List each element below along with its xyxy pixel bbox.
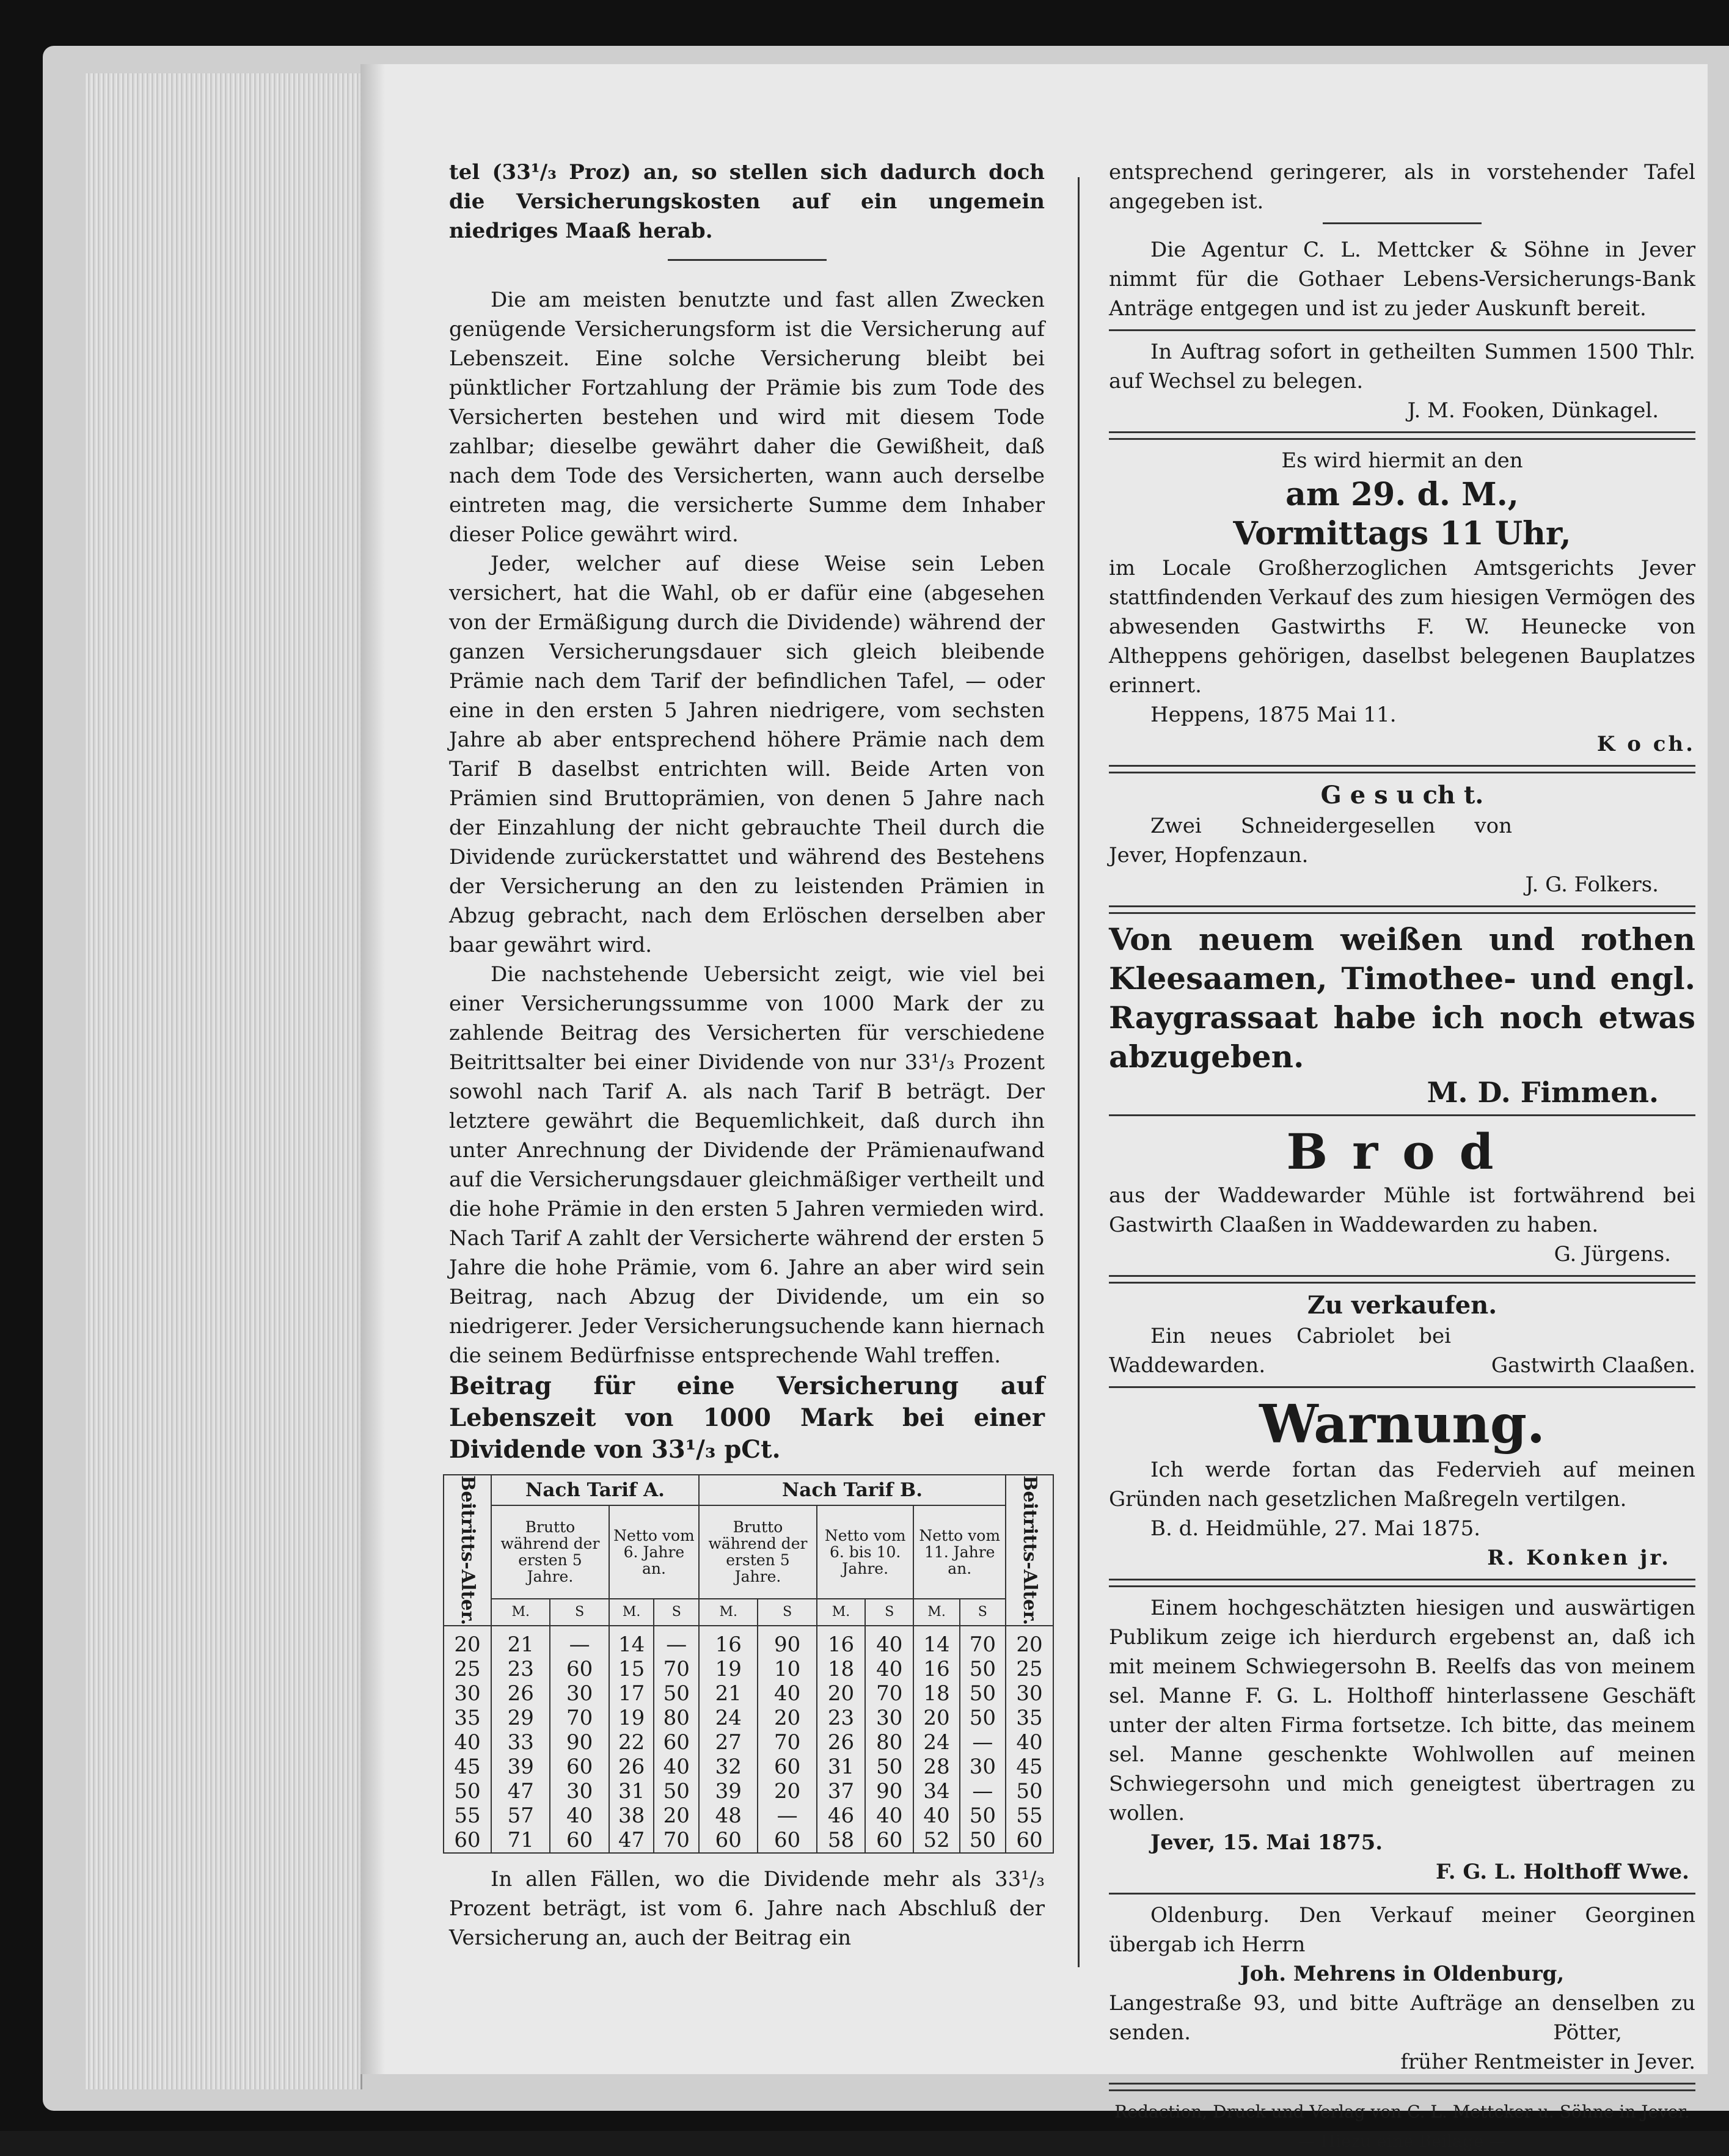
ad-warning-text: Ich werde fortan das Federvieh auf meinen Gründen nach gesetzlichen Maßregeln vertilgen. (1109, 1458, 1695, 1511)
table-row (444, 1755, 1053, 1779)
unit-mark: M. (817, 1599, 865, 1626)
age-cell: 45 (1006, 1755, 1053, 1779)
right-paragraph-0: entsprechend geringerer, als in vorstehender Tafel angegeben ist. (1109, 160, 1695, 214)
value-cell: 60 (758, 1755, 816, 1779)
value-cell: 70 (758, 1730, 816, 1755)
value-cell: 50 (654, 1779, 699, 1803)
unit-mark: M. (491, 1599, 550, 1626)
ad-georgines-signature-1: Pötter, (1553, 2020, 1622, 2045)
ad-business-signature: F. G. L. Holthoff Wwe. (1436, 1860, 1689, 1884)
value-cell: — (550, 1626, 609, 1657)
age-cell: 20 (444, 1626, 491, 1657)
value-cell: 20 (758, 1779, 816, 1803)
value-cell: 60 (699, 1828, 758, 1853)
ad-rule (1109, 329, 1695, 331)
value-cell: 30 (550, 1681, 609, 1706)
value-cell: 70 (550, 1706, 609, 1730)
value-cell: 40 (654, 1755, 699, 1779)
separator (1323, 222, 1482, 224)
left-paragraph-0: tel (33¹/₃ Proz) an, so stellen sich dadurch doch die Versicherungskosten auf ein ungemein niedriges Maaß herab. (449, 160, 1045, 243)
value-cell: 29 (491, 1706, 550, 1730)
value-cell: 50 (865, 1755, 913, 1779)
ad-wanted-title: G e s u ch t. (1320, 781, 1484, 809)
value-cell: 90 (758, 1626, 816, 1657)
unit-schilling: S (865, 1599, 913, 1626)
value-cell: 16 (913, 1657, 959, 1681)
value-cell: 47 (491, 1779, 550, 1803)
value-cell: 24 (699, 1706, 758, 1730)
ad-georgines-name: Joh. Mehrens in Oldenburg, (1240, 1962, 1565, 1986)
ad-georgines-text: Oldenburg. Den Verkauf meiner Georginen übergab ich Herrn (1109, 1903, 1695, 1957)
ad-georgines-text2: Langestraße 93, und bitte Aufträge an denselben zu senden. (1109, 1991, 1695, 2045)
ad-seeds-signature: M. D. Fimmen. (1427, 1076, 1659, 1109)
table-row (444, 1681, 1053, 1706)
value-cell: 50 (654, 1681, 699, 1706)
ad-business-place: Jever, 15. Mai 1875. (1150, 1830, 1383, 1855)
value-cell: 21 (491, 1626, 550, 1657)
value-cell: 90 (550, 1730, 609, 1755)
value-cell: 34 (913, 1779, 959, 1803)
ad-bread-title: Brod (1286, 1123, 1518, 1180)
value-cell: 90 (865, 1779, 913, 1803)
ad-sale-place: Heppens, 1875 Mai 11. (1150, 703, 1397, 727)
ad-georgines-signature-2: früher Rentmeister in Jever. (1400, 2050, 1695, 2074)
ad-rule (1109, 1275, 1695, 1284)
supplement-note: — Hiezu eine Beilage — (1298, 2131, 1507, 2151)
value-cell: 18 (913, 1681, 959, 1706)
value-cell: 40 (758, 1681, 816, 1706)
right-column (1109, 158, 1695, 2156)
value-cell: 80 (654, 1706, 699, 1730)
value-cell: 40 (865, 1803, 913, 1828)
age-cell: 45 (444, 1755, 491, 1779)
column-divider (1078, 177, 1080, 1967)
value-cell: 16 (817, 1626, 865, 1657)
left-paragraph-1: Die am meisten benutzte und fast allen Zwecken genügende Versicherungsform ist die Versicherung auf Lebenszeit. Eine solche Versicherung bleibt bei pünktlicher Fortzahlung der Prämie bis zum Tode des Versicherten bestehen und wird mit diesem Tode zahlbar; dieselbe gewährt daher die Gewißheit, daß nach dem Tode des Versicherten, wann auch derselbe eintreten mag, die versicherte Summe dem Inhaber dieser Police gewährt wird. (449, 288, 1045, 547)
unit-schilling: S (550, 1599, 609, 1626)
ad-warning-signature: R. Konken jr. (1487, 1546, 1671, 1570)
ad-forsale-title: Zu verkaufen. (1307, 1291, 1497, 1320)
table-row (444, 1626, 1053, 1657)
ad-forsale-text: Ein neues Cabriolet bei Waddewarden. (1109, 1324, 1451, 1378)
age-cell: 55 (1006, 1803, 1053, 1828)
sub-b1: Brutto während der ersten 5 Jahre. (699, 1505, 817, 1599)
premium-table (443, 1474, 1054, 1854)
value-cell: 18 (817, 1657, 865, 1681)
value-cell: 40 (865, 1626, 913, 1657)
ad-rule (1109, 1579, 1695, 1587)
value-cell: 19 (699, 1657, 758, 1681)
value-cell: 38 (609, 1803, 654, 1828)
value-cell: 52 (913, 1828, 959, 1853)
table-row (444, 1828, 1053, 1853)
sub-a1: Brutto während der ersten 5 Jahre. (491, 1505, 609, 1599)
page-gutter (360, 64, 385, 2074)
value-cell: 16 (699, 1626, 758, 1657)
right-paragraph-1: Die Agentur C. L. Mettcker & Söhne in Jever nimmt für die Gothaer Lebens-Versicherungs-Bank Anträge entgegen und ist zu jeder Auskunft bereit. (1109, 238, 1695, 321)
value-cell: 70 (654, 1828, 699, 1853)
sub-b2: Netto vom 6. bis 10. Jahre. (817, 1505, 914, 1599)
ad-wanted-signature: J. G. Folkers. (1525, 872, 1659, 897)
unit-schilling: S (654, 1599, 699, 1626)
value-cell: 70 (865, 1681, 913, 1706)
ad-rule (1109, 431, 1695, 440)
value-cell: 33 (491, 1730, 550, 1755)
age-cell: 40 (1006, 1730, 1053, 1755)
value-cell: 50 (960, 1657, 1006, 1681)
age-cell: 25 (444, 1657, 491, 1681)
page-edges (86, 73, 362, 2089)
value-cell: 80 (865, 1730, 913, 1755)
ad-rule (1109, 1893, 1695, 1895)
ad-rule (1109, 1114, 1695, 1116)
value-cell: 20 (758, 1706, 816, 1730)
sub-b3: Netto vom 11. Jahre an. (913, 1505, 1006, 1599)
ad-loan-text: In Auftrag sofort in getheilten Summen 1500 Thlr. auf Wechsel zu belegen. (1109, 340, 1695, 393)
value-cell: 15 (609, 1657, 654, 1681)
value-cell: 17 (609, 1681, 654, 1706)
ad-loan-signature: J. M. Fooken, Dünkagel. (1407, 398, 1659, 423)
value-cell: 32 (699, 1755, 758, 1779)
age-cell: 55 (444, 1803, 491, 1828)
unit-schilling: S (758, 1599, 816, 1626)
age-cell: 60 (1006, 1828, 1053, 1853)
ad-forsale-signature: Gastwirth Claaßen. (1491, 1353, 1695, 1378)
ad-bread-signature: G. Jürgens. (1554, 1242, 1671, 1266)
value-cell: 60 (654, 1730, 699, 1755)
value-cell: 26 (609, 1755, 654, 1779)
ad-sale-date: am 29. d. M., (1285, 476, 1519, 513)
tarif-a-header: Nach Tarif A. (491, 1475, 699, 1505)
value-cell: 30 (865, 1706, 913, 1730)
value-cell: 47 (609, 1828, 654, 1853)
value-cell: 50 (960, 1828, 1006, 1853)
ad-wanted-text: Zwei Schneidergesellen von Jever, Hopfenzaun. (1109, 814, 1512, 868)
ad-warning-title: Warnung. (1259, 1394, 1545, 1455)
value-cell: 26 (491, 1681, 550, 1706)
value-cell: 40 (865, 1657, 913, 1681)
table-body (444, 1626, 1053, 1853)
value-cell: 21 (699, 1681, 758, 1706)
left-paragraph-2: Jeder, welcher auf diese Weise sein Leben versichert, hat die Wahl, ob er dafür eine (abgesehen von der Ermäßigung durch die Dividende) während der ganzen Versicherungsdauer sich gleich bleibende Prämie nach dem Tarif der befindlichen Tafel, — oder eine in den ersten 5 Jahren niedrigere, vom sechsten Jahre ab aber entsprechend höhere Prämie nach dem Tarif B daselbst entrichten will. Beide Arten von Prämien sind Bruttoprämien, von denen 5 Jahre nach der Einzahlung der nicht gebrauchte Theil durch die Dividende zurückerstattet und während des Bestehens der Versicherung an den zu leistenden Prämien in Abzug gebracht, nach dem Erlöschen derselben aber baar gewährt wird. (449, 552, 1045, 957)
value-cell: 23 (491, 1657, 550, 1681)
value-cell: 50 (960, 1681, 1006, 1706)
unit-mark: M. (699, 1599, 758, 1626)
value-cell: 31 (817, 1755, 865, 1779)
value-cell: 23 (817, 1706, 865, 1730)
value-cell: 30 (550, 1779, 609, 1803)
value-cell: 60 (865, 1828, 913, 1853)
value-cell: 22 (609, 1730, 654, 1755)
value-cell: 60 (550, 1657, 609, 1681)
ad-seeds-text: Von neuem weißen und rothen Kleesaamen, Timothee- und engl. Raygrassaat habe ich noch etwas abzugeben. (1109, 921, 1695, 1075)
value-cell: 26 (817, 1730, 865, 1755)
table-heading: Beitrag für eine Versicherung auf Lebenszeit von 1000 Mark bei einer Dividende von 33¹/₃ pCt. (449, 1372, 1045, 1464)
value-cell: — (960, 1779, 1006, 1803)
unit-mark: M. (609, 1599, 654, 1626)
left-paragraph-3: Die nachstehende Uebersicht zeigt, wie viel bei einer Versicherungssumme von 1000 Mark der zu zahlende Beitrag des Versicherten für verschiedene Beitrittsalter bei einer Dividende von nur 33¹/₃ Prozent sowohl nach Tarif A. als nach Tarif B beträgt. Der letztere gewährt die Bequemlichkeit, daß durch ihn unter Anrechnung der Dividende der Prämienaufwand auf die Versicherungsdauer gleichmäßiger vertheilt und die hohe Prämie in den ersten 5 Jahren vermieden wird. Nach Tarif A zahlt der Versicherte während der ersten 5 Jahre die hohe Prämie, vom 6. Jahre an aber wird sein Beitrag, nach Abzug der Dividende, um ein so niedrigerer. Jeder Versicherungsuchende kann hiernach die seinem Bedürfnisse entsprechende Wahl treffen. (449, 962, 1045, 1368)
value-cell: 70 (654, 1657, 699, 1681)
ad-rule (1109, 2083, 1695, 2091)
age-cell: 25 (1006, 1657, 1053, 1681)
ad-sale-time: Vormittags 11 Uhr, (1233, 515, 1571, 552)
value-cell: 30 (960, 1755, 1006, 1779)
value-cell: 37 (817, 1779, 865, 1803)
value-cell: 31 (609, 1779, 654, 1803)
age-cell: 35 (444, 1706, 491, 1730)
value-cell: 70 (960, 1626, 1006, 1657)
table-row (444, 1657, 1053, 1681)
table-row (444, 1779, 1053, 1803)
value-cell: 10 (758, 1657, 816, 1681)
ad-rule (1109, 765, 1695, 773)
ad-warning-place: B. d. Heidmühle, 27. Mai 1875. (1150, 1516, 1481, 1541)
age-cell: 50 (444, 1779, 491, 1803)
age-header-right: Beitritts-Alter. (1006, 1475, 1053, 1626)
table-row (444, 1706, 1053, 1730)
value-cell: 46 (817, 1803, 865, 1828)
age-cell: 30 (1006, 1681, 1053, 1706)
left-paragraph-4: In allen Fällen, wo die Dividende mehr als 33¹/₃ Prozent beträgt, ist vom 6. Jahre nach Abschluß der Versicherung an, auch der Beitrag ein (449, 1867, 1045, 1951)
value-cell: 57 (491, 1803, 550, 1828)
sub-a2: Netto vom 6. Jahre an. (609, 1505, 699, 1599)
age-cell: 60 (444, 1828, 491, 1853)
value-cell: 50 (960, 1706, 1006, 1730)
table-row (444, 1730, 1053, 1755)
age-cell: 30 (444, 1681, 491, 1706)
value-cell: 40 (913, 1803, 959, 1828)
value-cell: 24 (913, 1730, 959, 1755)
value-cell: 20 (654, 1803, 699, 1828)
value-cell: 39 (491, 1755, 550, 1779)
age-cell: 50 (1006, 1779, 1053, 1803)
value-cell: 14 (609, 1626, 654, 1657)
table-row (444, 1803, 1053, 1828)
unit-schilling: S (960, 1599, 1006, 1626)
value-cell: 39 (699, 1779, 758, 1803)
value-cell: 50 (960, 1803, 1006, 1828)
value-cell: 19 (609, 1706, 654, 1730)
age-cell: 20 (1006, 1626, 1053, 1657)
ad-rule (1109, 905, 1695, 914)
value-cell: 40 (550, 1803, 609, 1828)
ad-bread-text: aus der Waddewarder Mühle ist fortwährend bei Gastwirth Claaßen in Waddewarden zu haben. (1109, 1183, 1695, 1237)
value-cell: 58 (817, 1828, 865, 1853)
value-cell: 20 (913, 1706, 959, 1730)
unit-mark: M. (913, 1599, 959, 1626)
value-cell: 60 (550, 1755, 609, 1779)
value-cell: 48 (699, 1803, 758, 1828)
value-cell: 20 (817, 1681, 865, 1706)
value-cell: — (758, 1803, 816, 1828)
value-cell: 60 (550, 1828, 609, 1853)
value-cell: 14 (913, 1626, 959, 1657)
imprint: Redaction, Druck und Verlag von C. L. Mettcker u. Söhne in Jever. (1114, 2102, 1690, 2122)
left-column (449, 158, 1045, 1953)
age-cell: 35 (1006, 1706, 1053, 1730)
tarif-b-header: Nach Tarif B. (699, 1475, 1006, 1505)
ad-sale-signature: K o ch. (1596, 732, 1695, 756)
value-cell: 27 (699, 1730, 758, 1755)
ad-sale-text: im Locale Großherzoglichen Amtsgerichts Jever stattfindenden Verkauf des zum hiesigen Vermögen des abwesenden Gastwirths F. W. Heunecke von Altheppens gehörigen, daselbst belegenen Bauplatzes erinnert. (1109, 556, 1695, 698)
ad-rule (1109, 1386, 1695, 1388)
value-cell: 71 (491, 1828, 550, 1853)
value-cell: 28 (913, 1755, 959, 1779)
value-cell: — (960, 1730, 1006, 1755)
separator (668, 259, 827, 261)
ad-sale-intro: Es wird hiermit an den (1281, 448, 1523, 473)
age-header: Beitritts-Alter. (444, 1475, 491, 1626)
age-cell: 40 (444, 1730, 491, 1755)
ad-business-text: Einem hochgeschätzten hiesigen und auswärtigen Publikum zeige ich hierdurch ergebenst an, daß ich mit meinem Schwiegersohn B. Reelfs das von meinem sel. Manne F. G. L. Holthoff hinterlassene Geschäft unter der alten Firma fortsetze. Ich bitte, das meinem sel. Manne geschenkte Wohlwollen auf meinen Schwiegersohn und mich geneigtest übertragen zu wollen. (1109, 1596, 1695, 1825)
value-cell: 60 (758, 1828, 816, 1853)
value-cell: — (654, 1626, 699, 1657)
